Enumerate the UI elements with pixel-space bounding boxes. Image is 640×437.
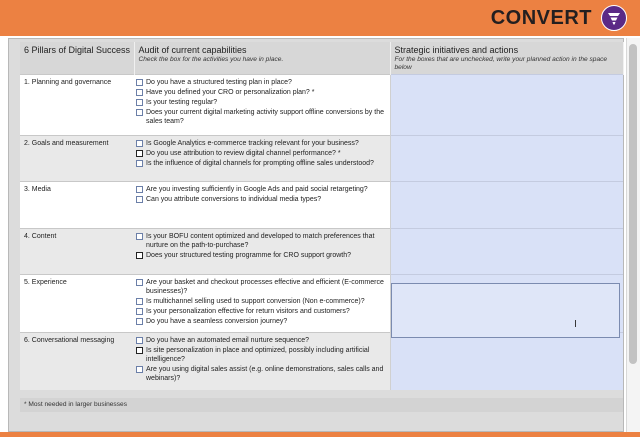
strategy-input[interactable] xyxy=(390,182,623,229)
audit-checkbox[interactable] xyxy=(136,160,143,167)
audit-item: Is Google Analytics e-commerce tracking relevant for your business? xyxy=(136,139,387,148)
audit-item: Is site personalization in place and optimized, possibly including artificial intelligence? xyxy=(136,346,387,364)
audit-checkbox[interactable] xyxy=(136,366,143,373)
footer-bar xyxy=(0,432,640,437)
audit-cell xyxy=(134,182,390,229)
audit-checkbox[interactable] xyxy=(136,308,143,315)
column-header-pillars: 6 Pillars of Digital Success xyxy=(20,42,134,75)
scrollbar-thumb[interactable] xyxy=(629,44,637,364)
footnote: * Most needed in larger businesses xyxy=(20,398,623,412)
pillar-label: 6. Conversational messaging xyxy=(20,333,134,390)
audit-item: Does your structured testing programme for CRO support growth? xyxy=(136,251,387,260)
audit-checkbox[interactable] xyxy=(136,196,143,203)
table-row xyxy=(20,182,623,229)
audit-item: Are you using digital sales assist (e.g. online demonstrations, sales calls and webinars)? xyxy=(136,365,387,383)
audit-item: Is the influence of digital channels for prompting offline sales understood? xyxy=(136,159,387,168)
pillar-label: 1. Planning and governance xyxy=(20,75,134,136)
audit-checkbox[interactable] xyxy=(136,89,143,96)
strategy-input[interactable] xyxy=(390,229,623,275)
column-header-audit: Audit of current capabilities Check the box for the activities you have in place. xyxy=(134,42,390,75)
brand-name: CONVERT xyxy=(490,7,592,29)
audit-item: Have you defined your CRO or personalization plan? * xyxy=(136,88,387,97)
audit-cell xyxy=(134,75,390,136)
pillar-label: 3. Media xyxy=(20,182,134,229)
audit-checkbox[interactable] xyxy=(136,233,143,240)
audit-cell xyxy=(134,275,390,333)
audit-item: Do you have an automated email nurture sequence? xyxy=(136,336,387,345)
audit-cell xyxy=(134,136,390,182)
audit-item: Is your testing regular? xyxy=(136,98,387,107)
audit-item: Is your personalization effective for return visitors and customers? xyxy=(136,307,387,316)
audit-item: Are your basket and checkout processes effective and efficient (E-commerce businesses)? xyxy=(136,278,387,296)
strategy-input-focused[interactable] xyxy=(391,283,620,338)
audit-checkbox[interactable] xyxy=(136,252,143,259)
audit-checkbox[interactable] xyxy=(136,79,143,86)
pillar-label: 2. Goals and measurement xyxy=(20,136,134,182)
audit-item: Are you investing sufficiently in Google Ads and paid social retargeting? xyxy=(136,185,387,194)
column-header-strategy: Strategic initiatives and actions For the boxes that are unchecked, write your planned action in the space below xyxy=(390,42,623,75)
table-row xyxy=(20,75,623,136)
strategy-input[interactable] xyxy=(390,75,623,136)
header-bar xyxy=(0,0,640,36)
audit-item: Do you have a structured testing plan in place? xyxy=(136,78,387,87)
audit-item: Do you use attribution to review digital channel performance? * xyxy=(136,149,387,158)
audit-checkbox[interactable] xyxy=(136,347,143,354)
audit-checkbox[interactable] xyxy=(136,99,143,106)
audit-checkbox[interactable] xyxy=(136,186,143,193)
audit-item: Does your current digital marketing activity support offline conversions by the sales team? xyxy=(136,108,387,126)
audit-checkbox[interactable] xyxy=(136,318,143,325)
strategy-input[interactable] xyxy=(390,136,623,182)
text-cursor-icon: I xyxy=(574,319,577,330)
audit-cell xyxy=(134,229,390,275)
scrollbar[interactable] xyxy=(626,38,640,432)
audit-checkbox[interactable] xyxy=(136,140,143,147)
pillar-label: 4. Content xyxy=(20,229,134,275)
audit-cell xyxy=(134,333,390,390)
audit-checkbox[interactable] xyxy=(136,150,143,157)
audit-checkbox[interactable] xyxy=(136,298,143,305)
funnel-icon xyxy=(601,5,627,31)
table-header xyxy=(20,42,623,75)
audit-checkbox[interactable] xyxy=(136,279,143,286)
audit-item: Do you have a seamless conversion journey? xyxy=(136,317,387,326)
audit-item: Is your BOFU content optimized and developed to match preferences that nurture on the path-to-purchase? xyxy=(136,232,387,250)
audit-checkbox[interactable] xyxy=(136,337,143,344)
pillar-label: 5. Experience xyxy=(20,275,134,333)
strategy-input[interactable] xyxy=(390,333,623,390)
audit-item: Is multichannel selling used to support conversion (Non e-commerce)? xyxy=(136,297,387,306)
audit-checkbox[interactable] xyxy=(136,109,143,116)
table-row xyxy=(20,136,623,182)
table-row xyxy=(20,333,623,390)
table-row xyxy=(20,229,623,275)
audit-item: Can you attribute conversions to individual media types? xyxy=(136,195,387,204)
